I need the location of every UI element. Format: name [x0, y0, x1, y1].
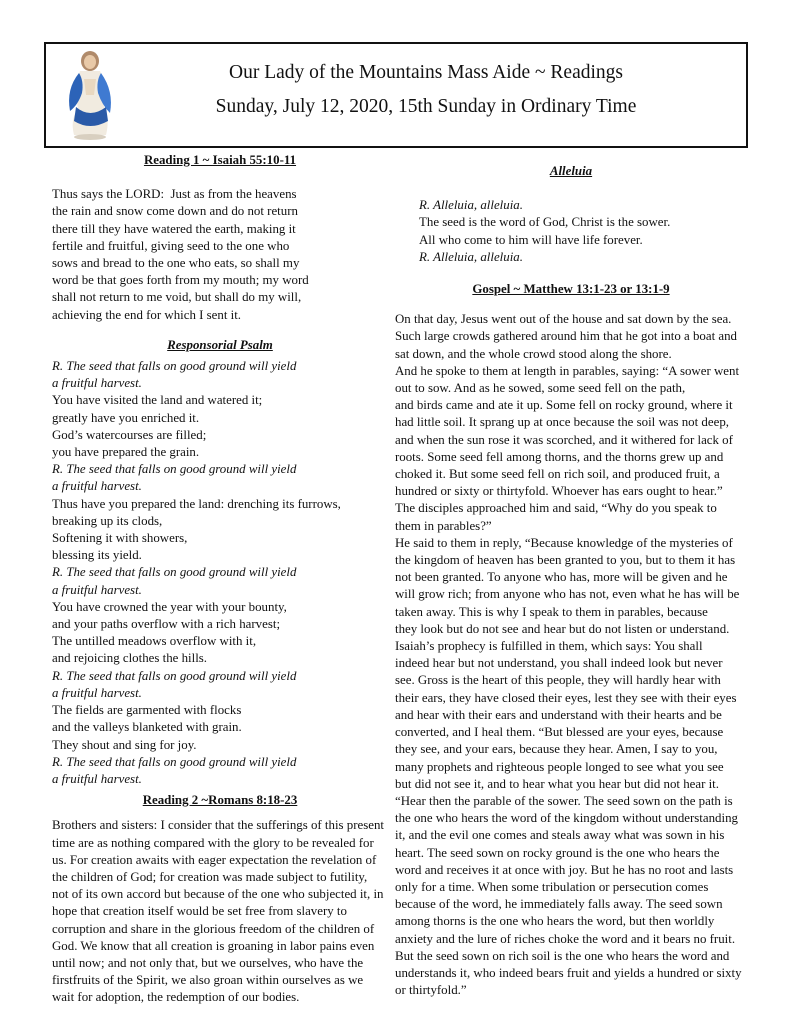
reading2-line: corruption and share in the glorious freedom of the children of — [52, 921, 375, 936]
psalm-line-response: a fruitful harvest. — [52, 685, 142, 700]
reading1-line: word be that goes forth from my mouth; my word — [52, 273, 309, 288]
psalm-line-response: R. The seed that falls on good ground will yield — [52, 668, 297, 683]
gospel-line: and hear with their ears and understand with their hearts and be — [395, 707, 722, 722]
reading2-line: until now; and not only that, but we ourselves, who have the — [52, 955, 364, 970]
psalm-line-response: R. The seed that falls on good ground will yield — [52, 565, 297, 580]
reading2-line: the children of God; for creation was made subject to futility, — [52, 869, 368, 884]
alleluia-line-response: R. Alleluia, alleluia. — [419, 249, 523, 264]
gospel-line: And he spoke to them at length in parables, saying: “A sower went — [395, 363, 740, 378]
gospel-line: their ears, they have closed their eyes, lest they see with their eyes — [395, 690, 737, 705]
psalm-heading: Responsorial Psalm — [167, 337, 273, 352]
alleluia-line-verse: All who come to him will have life forever. — [419, 232, 643, 247]
gospel-line: the one who hears the word of the kingdom without understanding — [395, 811, 738, 826]
gospel-line: see. Gross is the heart of this people, they will hardly hear with — [395, 673, 721, 688]
gospel-line: many prophets and righteous people longed to see what you see — [395, 759, 724, 774]
psalm-line-verse: The untilled meadows overflow with it, — [52, 634, 257, 649]
gospel-line: out to sow. And as he sowed, some seed fell on the path, — [395, 381, 686, 396]
gospel-line: On that day, Jesus went out of the house and sat down by the sea. — [395, 312, 732, 327]
gospel-line: The disciples approached him and said, “Why do you speak to — [395, 501, 717, 516]
gospel-line: choked it. But some seed fell on rich soil, and produced fruit, a — [395, 467, 720, 482]
psalm-line-verse: and rejoicing clothes the hills. — [52, 651, 208, 666]
reading2-line: Brothers and sisters: I consider that the sufferings of this present — [52, 818, 384, 833]
gospel-line: and birds came and ate it up. Some fell on rocky ground, where it — [395, 398, 733, 413]
psalm-line-response: a fruitful harvest. — [52, 479, 142, 494]
gospel-line: Isaiah’s prophecy is fulfilled in them, which says: You shall — [395, 639, 703, 654]
psalm-line-response: a fruitful harvest. — [52, 582, 142, 597]
alleluia-line-verse: The seed is the word of God, Christ is the sower. — [419, 215, 671, 230]
psalm-line-verse: and the valleys blanketed with grain. — [52, 720, 242, 735]
psalm-line-verse: The fields are garmented with flocks — [52, 703, 242, 718]
gospel-line: roots. Some seed fell among thorns, and the thorns grew up and — [395, 449, 724, 464]
gospel-line: because of the word, he immediately falls away. The seed sown — [395, 897, 723, 912]
psalm-line-response: a fruitful harvest. — [52, 771, 142, 786]
reading1-text — [52, 186, 388, 324]
left-column — [52, 152, 388, 1007]
reading1-line: there till they have watered the earth, making it — [52, 221, 296, 236]
gospel-line: them in parables?” — [395, 518, 492, 533]
gospel-line: anxiety and the lure of riches choke the word and it bears no fruit. — [395, 931, 736, 946]
reading2-text — [52, 817, 388, 1006]
gospel-line: sat down, and the whole crowd stood along the shore. — [395, 346, 672, 361]
reading1-line: fertile and fruitful, giving seed to the one who — [52, 238, 290, 253]
reading2-line: time are as nothing compared with the glory to be revealed for — [52, 835, 374, 850]
gospel-line: indeed hear but not understand, you shall indeed look but never — [395, 656, 723, 671]
reading1-line: Thus says the LORD: Just as from the heavens — [52, 187, 297, 202]
gospel-line: But the seed sown on rich soil is the one who hears the word and — [395, 948, 730, 963]
psalm-line-response: R. The seed that falls on good ground will yield — [52, 359, 297, 374]
reading2-line: us. For creation awaits with eager expectation the revelation of — [52, 852, 377, 867]
reading1-line: achieving the end for which I sent it. — [52, 307, 242, 322]
right-column — [395, 152, 747, 999]
gospel-line: and when the sun rose it was scorched, and it withered for lack of — [395, 432, 733, 447]
gospel-line: the kingdom of heaven has been granted to you, but to them it has — [395, 553, 736, 568]
psalm-line-verse: They shout and sing for joy. — [52, 737, 197, 752]
gospel-line: among thorns is the one who hears the word, but then worldly — [395, 914, 715, 929]
header-date: Sunday, July 12, 2020, 15th Sunday in Ordinary Time — [215, 96, 637, 117]
psalm-line-verse: you have prepared the grain. — [52, 445, 200, 460]
psalm-line-verse: God’s watercourses are filled; — [52, 427, 207, 442]
gospel-line: hundred or sixty or thirtyfold. Whoever has ears ought to hear.” — [395, 484, 723, 499]
gospel-line: word and receives it at once with joy. But he has no root and lasts — [395, 862, 734, 877]
psalm-line-verse: and your paths overflow with a rich harvest; — [52, 617, 281, 632]
psalm-text — [52, 358, 388, 788]
psalm-line-verse: You have crowned the year with your bounty, — [52, 599, 287, 614]
psalm-line-response: R. The seed that falls on good ground will yield — [52, 462, 297, 477]
reading2-line: hope that creation itself would be set free from slavery to — [52, 904, 347, 919]
gospel-line: Such large crowds gathered around him that he got into a boat and — [395, 329, 737, 344]
reading1-line: sows and bread to the one who eats, so shall my — [52, 256, 300, 271]
gospel-line: they look but do not see and hear but do not listen or understand. — [395, 621, 730, 636]
psalm-line-verse: Thus have you prepared the land: drenching its furrows, — [52, 496, 341, 511]
psalm-line-verse: Softening it with showers, — [52, 531, 188, 546]
gospel-line: or thirtyfold.” — [395, 983, 467, 998]
header-title: Our Lady of the Mountains Mass Aide ~ Readings — [229, 62, 623, 83]
reading2-heading: Reading 2 ~Romans 8:18-23 — [142, 793, 298, 808]
reading1-line: the rain and snow come down and do not return — [52, 204, 298, 219]
gospel-line: converted, and I heal them. “But blessed are your eyes, because — [395, 725, 724, 740]
gospel-line: only for a time. When some tribulation or persecution comes — [395, 879, 709, 894]
gospel-text — [395, 311, 747, 999]
reading2-line: wait for adoption, the redemption of our bodies. — [52, 990, 300, 1005]
psalm-line-response: a fruitful harvest. — [52, 376, 142, 391]
alleluia-line-response: R. Alleluia, alleluia. — [419, 198, 523, 213]
reading2-line: not of its own accord but because of the one who subjected it, in — [52, 887, 384, 902]
gospel-heading: Gospel ~ Matthew 13:1-23 or 13:1-9 — [472, 282, 670, 297]
reading2-line: God. We know that all creation is groaning in labor pains even — [52, 938, 375, 953]
psalm-line-response: R. The seed that falls on good ground will yield — [52, 754, 297, 769]
reading1-heading: Reading 1 ~ Isaiah 55:10-11 — [143, 153, 297, 167]
header-box — [44, 42, 748, 148]
reading1-line: shall not return to me void, but shall do my will, — [52, 290, 302, 305]
reading2-line: firstfruits of the Spirit, we also groan within ourselves as we — [52, 973, 364, 988]
psalm-line-verse: breaking up its clods, — [52, 513, 163, 528]
psalm-line-verse: greatly have you enriched it. — [52, 410, 200, 425]
gospel-line: it, and the evil one comes and steals away what was sown in his — [395, 828, 725, 843]
psalm-line-verse: blessing its yield. — [52, 548, 142, 563]
gospel-line: “Hear then the parable of the sower. The seed sown on the path is — [395, 793, 733, 808]
gospel-line: not been granted. To anyone who has, more will be given and he — [395, 570, 728, 585]
gospel-line: taken away. This is why I speak to them in parables, because — [395, 604, 708, 619]
gospel-line: He said to them in reply, “Because knowledge of the mysteries of — [395, 535, 733, 550]
psalm-line-verse: You have visited the land and watered it; — [52, 393, 263, 408]
gospel-line: will grow rich; from anyone who has not, even what he has will be — [395, 587, 740, 602]
alleluia-text — [395, 197, 747, 266]
gospel-line: had little soil. It sprang up at once because the soil was not deep, — [395, 415, 729, 430]
gospel-line: they see, and your ears, because they hear. Amen, I say to you, — [395, 742, 718, 757]
alleluia-heading: Alleluia — [549, 164, 593, 178]
gospel-line: heart. The seed sown on rocky ground is the one who hears the — [395, 845, 720, 860]
gospel-line: understands it, who indeed bears fruit and yields a hundred or sixty — [395, 965, 742, 980]
gospel-line: but did not see it, and to hear what you hear but did not hear it. — [395, 776, 719, 791]
